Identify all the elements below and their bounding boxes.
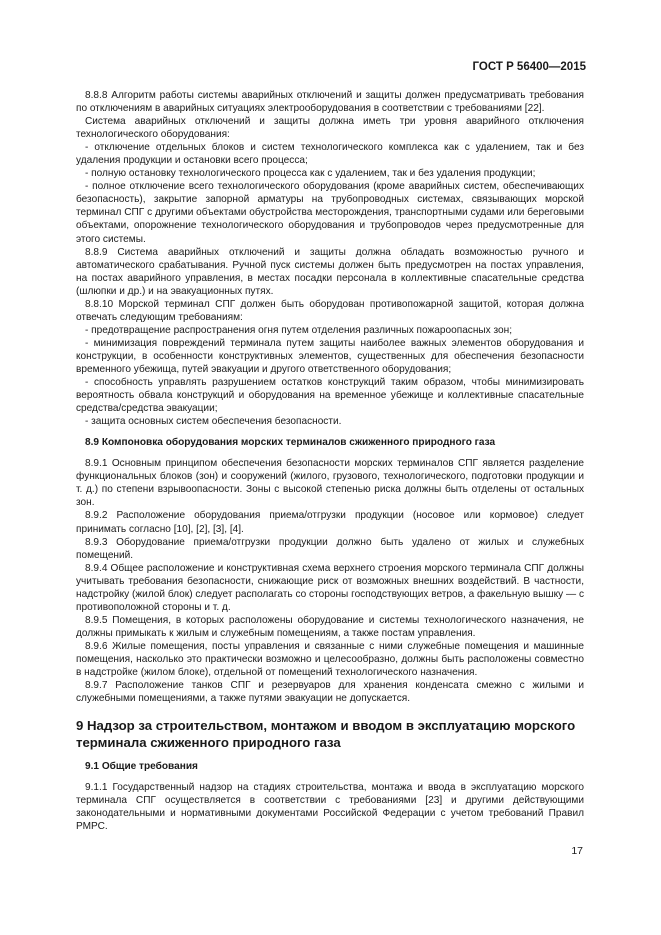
paragraph: 8.9.6 Жилые помещения, посты управления и связанные с ними служебные помещения и машинные помещения, насколько это практически возможно и целесообразно, должны быть расположены совместно в надстройке (жилом блоке), отдельной от помещений технологического назначения. — [76, 640, 584, 679]
page-number: 17 — [571, 845, 583, 857]
paragraph: 8.8.8 Алгоритм работы системы аварийных отключений и защиты должен предусматривать требования по отключениям в аварийных ситуациях электрооборудования в соответствии с требованиями [22]. — [76, 90, 584, 115]
list-item: - полную остановку технологического процесса как с удалением, так и без удаления продукции; — [85, 168, 536, 180]
paragraph: 8.8.9 Система аварийных отключений и защиты должна обладать возможностью ручного и автоматического срабатывания. Ручной пуск системы должен быть предусмотрен на постах управления, на постах аварийного управления, в местах посадки персонала в коллективные спасательные средства (шлюпки и др.) и на эвакуационных путях. — [76, 246, 584, 297]
chapter-heading: 9 Надзор за строительством, монтажом и вводом в эксплуатацию морского терминала сжиженного природного газа — [76, 718, 576, 750]
list-item: - полное отключение всего технологического оборудования (кроме аварийных систем, обеспечивающих безопасность), закрытие запорной арматуры на трубопроводных системах, связывающих морской терминал СПГ с другими объектами обустройства месторождения, транспортными судами или береговыми объектами, опорожнение технологического оборудования и трубопроводов через предусмотренные для этого системы. — [76, 181, 584, 245]
list-item: - способность управлять разрушением остатков конструкций таким образом, чтобы минимизировать вероятность обвала конструкций и оборудования на временное убежище и коллективные спасательные средства/средства эвакуации; — [76, 377, 584, 415]
paragraph: 8.9.4 Общее расположение и конструктивная схема верхнего строения морского терминала СПГ должны учитывать требования безопасности, снижающие риск от возможных внешних воздействий. В частности, надстройку (жилой блок) следует располагать со стороны господствующих ветров, а факельную вышку — с противоположной стороны и т. д. — [76, 562, 584, 613]
list-item: - защита основных систем обеспечения безопасности. — [85, 416, 342, 428]
paragraph: 9.1.1 Государственный надзор на стадиях строительства, монтажа и ввода в эксплуатацию морского терминала СПГ осуществляется в соответствии с требованиями [23] и другими действующими законодательными и нормативными документами Российской Федерации с учетом требований Правил РМРС. — [76, 782, 584, 833]
document-id: ГОСТ Р 56400—2015 — [472, 61, 586, 73]
paragraph: 8.9.3 Оборудование приема/отгрузки продукции должно быть удалено от жилых и служебных помещений. — [76, 536, 584, 561]
paragraph: 8.9.1 Основным принципом обеспечения безопасности морских терминалов СПГ является разделение функциональных блоков (зон) и сооружений (жилого, грузового, технологического, подготовки продукции и т. д.) по степени взрывоопасности. Зоны с высокой степенью риска должны быть отделены от остальных зон. — [76, 458, 584, 509]
list-item: - предотвращение распространения огня путем отделения различных пожароопасных зон; — [85, 324, 513, 336]
paragraph: 8.8.10 Морской терминал СПГ должен быть оборудован противопожарной защитой, которая должна отвечать следующим требованиям: — [76, 298, 584, 323]
section-heading: 9.1 Общие требования — [85, 761, 198, 773]
paragraph: 8.9.7 Расположение танков СПГ и резервуаров для хранения конденсата смежно с жилыми и служебными помещениями, а также путями эвакуации не допускается. — [76, 680, 584, 705]
paragraph: Система аварийных отключений и защиты должна иметь три уровня аварийного отключения технологического оборудования: — [76, 116, 584, 141]
list-item: - минимизация повреждений терминала путем защиты наиболее важных элементов оборудования и конструкции, в особенности конструктивных элементов, существенных для обеспечения безопасности временного убежища, путей эвакуации и другого ответственного оборудования; — [76, 337, 584, 375]
paragraph: 8.9.2 Расположение оборудования приема/отгрузки продукции (носовое или кормовое) следует принимать согласно [10], [2], [3], [4]. — [76, 510, 584, 535]
list-item: - отключение отдельных блоков и систем технологического комплекса как с удалением, так и без удаления продукции и остановки всего процесса; — [76, 142, 584, 167]
page-content — [76, 89, 584, 833]
paragraph: 8.9.5 Помещения, в которых расположены оборудование и системы технологического назначения, не должны примыкать к жилым и служебным помещениям, а также постам управления. — [76, 614, 584, 639]
section-heading: 8.9 Компоновка оборудования морских терминалов сжиженного природного газа — [85, 437, 496, 449]
